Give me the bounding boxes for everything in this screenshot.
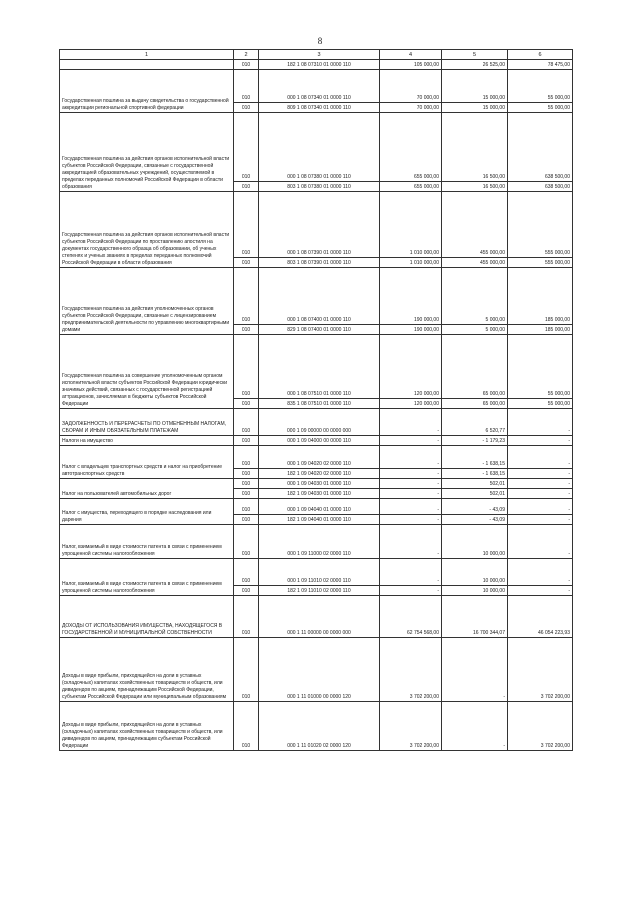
row-remaining-cell: - xyxy=(508,525,573,559)
row-code-cell: 010 xyxy=(234,325,259,335)
row-executed-cell: 6 520,77 xyxy=(442,409,508,436)
table-row xyxy=(60,268,573,325)
row-remaining-cell: 78 475,00 xyxy=(508,60,573,70)
header-cell: 1 xyxy=(60,50,234,60)
table-row xyxy=(60,702,573,751)
row-plan-cell: 190 000,00 xyxy=(380,268,442,325)
row-name-cell: Государственная пошлина за совершение уполномоченным органом исполнительной власти субъектов Российской Федерации юридически значимых действий, связанных с государственной регистрацией аттракционов, зачисляемая в бюджеты субъектов Российской Федерации xyxy=(60,335,234,409)
row-name-cell: Налог с имущества, переходящего в порядке наследования или дарения xyxy=(60,499,234,525)
row-remaining-cell: - xyxy=(508,446,573,469)
row-code-cell: 010 xyxy=(234,489,259,499)
row-plan-cell: 120 000,00 xyxy=(380,399,442,409)
row-remaining-cell: - xyxy=(508,409,573,436)
row-executed-cell: - 1 638,15 xyxy=(442,446,508,469)
row-plan-cell: 655 000,00 xyxy=(380,182,442,192)
table-row xyxy=(60,499,573,515)
row-executed-cell: 502,01 xyxy=(442,489,508,499)
row-kbk-cell: 182 1 09 11010 02 0000 110 xyxy=(259,586,380,596)
row-remaining-cell: - xyxy=(508,436,573,446)
row-plan-cell: - xyxy=(380,515,442,525)
row-name-cell: ДОХОДЫ ОТ ИСПОЛЬЗОВАНИЯ ИМУЩЕСТВА, НАХОДЯЩЕГОСЯ В ГОСУДАРСТВЕННОЙ И МУНИЦИПАЛЬНОЙ СОБСТВЕННОСТИ xyxy=(60,596,234,638)
row-name-cell: Государственная пошлина за действия органов исполнительной власти субъектов Российской Федерации по проставлению апостиля на документах государственного образца об образовании, об ученых степенях и ученых званиях в пределах переданных полномочий Российской Федерации в области образования xyxy=(60,192,234,268)
row-name-cell: Государственная пошлина за выдачу свидетельства о государственной аккредитации региональной спортивной федерации xyxy=(60,70,234,113)
row-code-cell: 010 xyxy=(234,70,259,103)
row-code-cell: 010 xyxy=(234,596,259,638)
row-remaining-cell: 55 000,00 xyxy=(508,335,573,399)
row-code-cell: 010 xyxy=(234,479,259,489)
row-kbk-cell: 835 1 08 07510 01 0000 110 xyxy=(259,399,380,409)
row-name-cell: ЗАДОЛЖЕННОСТЬ И ПЕРЕРАСЧЕТЫ ПО ОТМЕНЕННЫМ НАЛОГАМ, СБОРАМ И ИНЫМ ОБЯЗАТЕЛЬНЫМ ПЛАТЕЖАМ xyxy=(60,409,234,436)
row-kbk-cell: 000 1 08 07340 01 0000 110 xyxy=(259,70,380,103)
row-remaining-cell: 3 702 200,00 xyxy=(508,638,573,702)
row-executed-cell: - 43,09 xyxy=(442,515,508,525)
row-code-cell: 010 xyxy=(234,446,259,469)
row-plan-cell: 3 702 200,00 xyxy=(380,702,442,751)
table-row xyxy=(60,559,573,586)
row-kbk-cell: 000 1 09 04040 01 0000 110 xyxy=(259,499,380,515)
row-plan-cell: 190 000,00 xyxy=(380,325,442,335)
header-cell: 2 xyxy=(234,50,259,60)
row-code-cell: 010 xyxy=(234,409,259,436)
row-plan-cell: 70 000,00 xyxy=(380,70,442,103)
row-executed-cell: 15 000,00 xyxy=(442,103,508,113)
row-kbk-cell: 182 1 08 07310 01 0000 110 xyxy=(259,60,380,70)
row-remaining-cell: - xyxy=(508,469,573,479)
table-header-row xyxy=(60,50,573,60)
row-remaining-cell: 185 000,00 xyxy=(508,268,573,325)
row-plan-cell: 120 000,00 xyxy=(380,335,442,399)
row-name-cell: Налоги на имущество xyxy=(60,436,234,446)
row-remaining-cell: 555 000,00 xyxy=(508,192,573,258)
table-row xyxy=(60,70,573,103)
row-kbk-cell: 182 1 09 04040 01 0000 110 xyxy=(259,515,380,525)
row-plan-cell: 3 702 200,00 xyxy=(380,638,442,702)
table-body xyxy=(60,60,573,751)
table-row xyxy=(60,638,573,702)
table-row xyxy=(60,436,573,446)
table-row xyxy=(60,446,573,469)
row-remaining-cell: - xyxy=(508,586,573,596)
row-executed-cell: - xyxy=(442,638,508,702)
row-kbk-cell: 000 1 08 07380 01 0000 110 xyxy=(259,113,380,182)
row-executed-cell: 26 525,00 xyxy=(442,60,508,70)
table-row xyxy=(60,60,573,70)
row-remaining-cell: - xyxy=(508,559,573,586)
row-kbk-cell: 000 1 11 00000 00 0000 000 xyxy=(259,596,380,638)
row-executed-cell: - 1 638,15 xyxy=(442,469,508,479)
row-code-cell: 010 xyxy=(234,515,259,525)
row-executed-cell: - 43,09 xyxy=(442,499,508,515)
row-executed-cell: - 1 179,23 xyxy=(442,436,508,446)
row-code-cell: 010 xyxy=(234,469,259,479)
row-code-cell: 010 xyxy=(234,335,259,399)
table-row xyxy=(60,192,573,258)
row-kbk-cell: 182 1 09 04020 02 0000 110 xyxy=(259,469,380,479)
row-remaining-cell: 638 500,00 xyxy=(508,182,573,192)
header-cell: 6 xyxy=(508,50,573,60)
row-remaining-cell: - xyxy=(508,479,573,489)
row-executed-cell: 10 000,00 xyxy=(442,525,508,559)
row-kbk-cell: 000 1 11 01020 02 0000 120 xyxy=(259,702,380,751)
row-remaining-cell: 46 054 223,93 xyxy=(508,596,573,638)
table-row xyxy=(60,113,573,182)
row-plan-cell: - xyxy=(380,469,442,479)
row-plan-cell: - xyxy=(380,446,442,469)
row-plan-cell: - xyxy=(380,409,442,436)
row-plan-cell: 105 000,00 xyxy=(380,60,442,70)
row-executed-cell: 16 700 344,07 xyxy=(442,596,508,638)
row-name-cell: Государственная пошлина за действия уполномоченных органов субъектов Российской Федерации, связанные с лицензированием предпринимательской деятельности по управлению многоквартирными домами xyxy=(60,268,234,335)
row-plan-cell: - xyxy=(380,499,442,515)
table-row xyxy=(60,409,573,436)
row-name-cell: Доходы в виде прибыли, приходящейся на доли в уставных (складочных) капиталах хозяйственных товариществ и обществ, или дивидендов по акциям, принадлежащим Российской Федерации, субъектам Российской Федерации или муниципальным образованиям xyxy=(60,638,234,702)
row-remaining-cell: - xyxy=(508,499,573,515)
row-kbk-cell: 182 1 09 04030 01 0000 110 xyxy=(259,489,380,499)
row-remaining-cell: 185 000,00 xyxy=(508,325,573,335)
row-plan-cell: - xyxy=(380,479,442,489)
row-remaining-cell: - xyxy=(508,489,573,499)
row-name-cell: Налог, взимаемый в виде стоимости патента в связи с применением упрощенной системы налогообложения xyxy=(60,559,234,596)
row-kbk-cell: 000 1 09 04030 01 0000 110 xyxy=(259,479,380,489)
row-kbk-cell: 000 1 09 11000 02 0000 110 xyxy=(259,525,380,559)
row-code-cell: 010 xyxy=(234,586,259,596)
row-executed-cell: 16 500,00 xyxy=(442,182,508,192)
row-plan-cell: - xyxy=(380,525,442,559)
row-kbk-cell: 809 1 08 07340 01 0000 110 xyxy=(259,103,380,113)
row-remaining-cell: - xyxy=(508,515,573,525)
header-cell: 3 xyxy=(259,50,380,60)
row-plan-cell: - xyxy=(380,489,442,499)
row-remaining-cell: 3 702 200,00 xyxy=(508,702,573,751)
row-plan-cell: 1 010 000,00 xyxy=(380,192,442,258)
table-row xyxy=(60,479,573,489)
row-remaining-cell: 55 000,00 xyxy=(508,70,573,103)
row-executed-cell: 502,01 xyxy=(442,479,508,489)
row-code-cell: 010 xyxy=(234,103,259,113)
row-kbk-cell: 829 1 08 07400 01 0000 110 xyxy=(259,325,380,335)
row-plan-cell: - xyxy=(380,586,442,596)
header-cell: 4 xyxy=(380,50,442,60)
row-executed-cell: 5 000,00 xyxy=(442,268,508,325)
row-name-cell: Налог на пользователей автомобильных дорог xyxy=(60,479,234,499)
row-code-cell: 010 xyxy=(234,638,259,702)
header-cell: 5 xyxy=(442,50,508,60)
row-code-cell: 010 xyxy=(234,268,259,325)
row-kbk-cell: 000 1 08 07400 01 0000 110 xyxy=(259,268,380,325)
row-kbk-cell: 000 1 08 07510 01 0000 110 xyxy=(259,335,380,399)
row-name-cell: Государственная пошлина за действия органов исполнительной власти субъектов Российской Федерации, связанные с государственной аккредитацией образовательных учреждений, осуществляемой в пределах переданных полномочий Российской Федерации в области образования xyxy=(60,113,234,192)
row-kbk-cell: 000 1 09 00000 00 0000 000 xyxy=(259,409,380,436)
row-kbk-cell: 000 1 08 07390 01 0000 110 xyxy=(259,192,380,258)
table-row xyxy=(60,525,573,559)
row-code-cell: 010 xyxy=(234,60,259,70)
row-kbk-cell: 000 1 11 01000 00 0000 120 xyxy=(259,638,380,702)
row-kbk-cell: 000 1 09 04020 02 0000 110 xyxy=(259,446,380,469)
row-remaining-cell: 55 000,00 xyxy=(508,399,573,409)
row-name-cell: Доходы в виде прибыли, приходящейся на доли в уставных (складочных) капиталах хозяйственных товариществ и обществ, или дивидендов по акциям, принадлежащим субъектам Российской Федерации xyxy=(60,702,234,751)
row-code-cell: 010 xyxy=(234,436,259,446)
row-code-cell: 010 xyxy=(234,499,259,515)
row-code-cell: 010 xyxy=(234,182,259,192)
row-code-cell: 010 xyxy=(234,525,259,559)
row-code-cell: 010 xyxy=(234,113,259,182)
row-code-cell: 010 xyxy=(234,559,259,586)
table-row xyxy=(60,596,573,638)
row-kbk-cell: 000 1 09 04000 00 0000 110 xyxy=(259,436,380,446)
row-code-cell: 010 xyxy=(234,702,259,751)
row-code-cell: 010 xyxy=(234,192,259,258)
row-plan-cell: 70 000,00 xyxy=(380,103,442,113)
row-remaining-cell: 555 000,00 xyxy=(508,258,573,268)
row-remaining-cell: 638 500,00 xyxy=(508,113,573,182)
row-executed-cell: 65 000,00 xyxy=(442,335,508,399)
row-code-cell: 010 xyxy=(234,258,259,268)
row-remaining-cell: 55 000,00 xyxy=(508,103,573,113)
row-code-cell: 010 xyxy=(234,399,259,409)
row-plan-cell: - xyxy=(380,559,442,586)
row-kbk-cell: 803 1 08 07390 01 0000 110 xyxy=(259,258,380,268)
row-kbk-cell: 803 1 08 07380 01 0000 110 xyxy=(259,182,380,192)
row-executed-cell: 10 000,00 xyxy=(442,586,508,596)
row-plan-cell: 655 000,00 xyxy=(380,113,442,182)
revenue-table xyxy=(59,49,573,751)
row-executed-cell: - xyxy=(442,702,508,751)
row-plan-cell: 1 010 000,00 xyxy=(380,258,442,268)
row-executed-cell: 16 500,00 xyxy=(442,113,508,182)
row-plan-cell: 62 754 568,00 xyxy=(380,596,442,638)
row-name-cell: Налог, взимаемый в виде стоимости патента в связи с применением упрощенной системы налогообложения xyxy=(60,525,234,559)
row-executed-cell: 15 000,00 xyxy=(442,70,508,103)
table-row xyxy=(60,335,573,399)
row-kbk-cell: 000 1 09 11010 02 0000 110 xyxy=(259,559,380,586)
row-name-cell: Налог с владельцев транспортных средств и налог на приобретение автотранспортных средств xyxy=(60,446,234,479)
row-executed-cell: 10 000,00 xyxy=(442,559,508,586)
row-executed-cell: 65 000,00 xyxy=(442,399,508,409)
row-plan-cell: - xyxy=(380,436,442,446)
row-executed-cell: 5 000,00 xyxy=(442,325,508,335)
page-number: 8 xyxy=(317,36,323,46)
row-name-cell xyxy=(60,60,234,70)
row-executed-cell: 455 000,00 xyxy=(442,192,508,258)
row-executed-cell: 455 000,00 xyxy=(442,258,508,268)
